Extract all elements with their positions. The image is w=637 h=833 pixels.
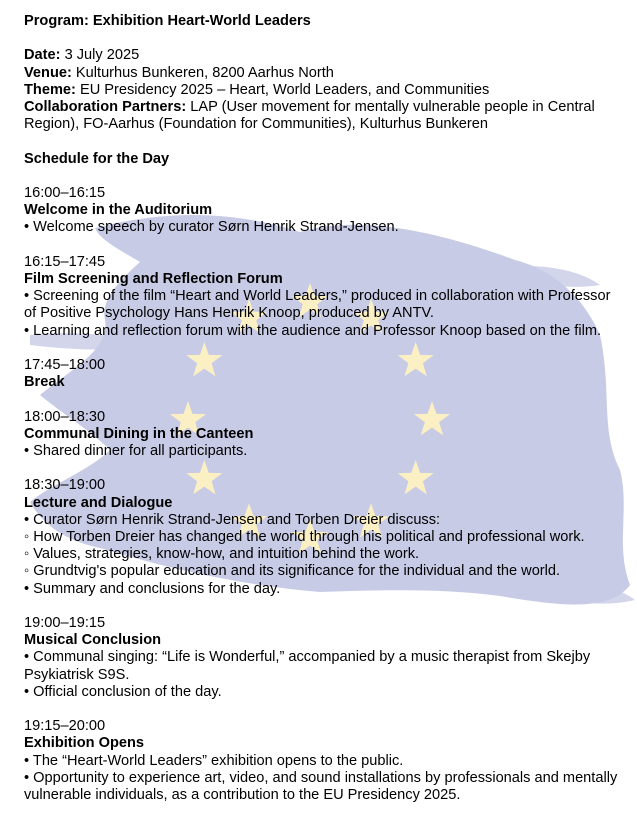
venue-label: Venue: — [24, 64, 72, 81]
schedule-item: • Welcome speech by curator Sørn Henrik Strand-Jensen. — [24, 219, 399, 236]
schedule-item: • Learning and reflection forum with the audience and Professor Knoop based on the film. — [24, 322, 602, 339]
date-label: Date: — [24, 47, 61, 64]
schedule-block — [24, 598, 624, 701]
schedule-item: • Opportunity to experience art, video, and sound installations by professionals and mentally vulnerable individuals, as a contribution to the EU Presidency 2025. — [24, 769, 618, 803]
theme-value: EU Presidency 2025 – Heart, World Leaders, and Communities — [79, 81, 490, 98]
venue-row — [24, 65, 624, 82]
schedule-item: • The “Heart-World Leaders” exhibition opens to the public. — [24, 752, 404, 769]
schedule-block — [24, 460, 624, 598]
schedule-item: • Curator Sørn Henrik Strand-Jensen and Torben Dreier discuss: — [24, 511, 441, 528]
schedule-time: 18:30–19:00 — [24, 477, 106, 494]
schedule-title: Welcome in the Auditorium — [24, 202, 213, 219]
partners-row — [24, 99, 624, 133]
date-value: 3 July 2025 — [64, 47, 140, 64]
schedule-title: Film Screening and Reflection Forum — [24, 270, 283, 287]
schedule-heading: Schedule for the Day — [24, 150, 170, 167]
schedule-time: 17:45–18:00 — [24, 356, 106, 373]
schedule-title: Lecture and Dialogue — [24, 494, 173, 511]
schedule-item: ◦ How Torben Dreier has changed the world through his political and professional work. — [24, 528, 585, 545]
schedule-item: ◦ Values, strategies, know-how, and intuition behind the work. — [24, 546, 420, 563]
schedule-block — [24, 340, 624, 392]
schedule-block — [24, 701, 624, 804]
program-document — [24, 13, 624, 804]
partners-label: Collaboration Partners: — [24, 99, 187, 115]
schedule-item: • Screening of the film “Heart and World Leaders,” produced in collaboration with Professor of Positive Psychology Hans Henrik Knoop, produced by ANTV. — [24, 288, 611, 322]
schedule-time: 19:00–19:15 — [24, 614, 106, 631]
schedule-time: 19:15–20:00 — [24, 718, 106, 735]
schedule-item: • Official conclusion of the day. — [24, 683, 222, 700]
schedule-time: 16:15–17:45 — [24, 253, 106, 270]
venue-value: Kulturhus Bunkeren, 8200 Aarhus North — [75, 64, 334, 81]
partners-value: LAP (User movement for mentally vulnerable people in Central Region), FO-Aarhus (Foundation for Communities), Kulturhus Bunkeren — [24, 99, 595, 133]
page-title: Program: Exhibition Heart-World Leaders — [24, 13, 311, 29]
schedule-title: Communal Dining in the Canteen — [24, 425, 254, 442]
schedule-item: • Communal singing: “Life is Wonderful,” accompanied by a music therapist from Skejby Psykiatrisk S9S. — [24, 649, 591, 683]
schedule-block — [24, 391, 624, 460]
schedule-block — [24, 168, 624, 237]
schedule-title: Musical Conclusion — [24, 632, 162, 649]
schedule-item: • Shared dinner for all participants. — [24, 442, 248, 459]
theme-row — [24, 82, 624, 99]
theme-label: Theme: — [24, 81, 76, 98]
schedule-item: • Summary and conclusions for the day. — [24, 580, 281, 597]
schedule-list — [24, 168, 624, 804]
schedule-title: Exhibition Opens — [24, 735, 144, 752]
schedule-time: 16:00–16:15 — [24, 184, 106, 201]
schedule-item: ◦ Grundtvig's popular education and its significance for the individual and the world. — [24, 563, 561, 580]
schedule-time: 18:00–18:30 — [24, 408, 106, 425]
schedule-block — [24, 237, 624, 340]
date-row — [24, 47, 624, 64]
schedule-title: Break — [24, 374, 65, 391]
